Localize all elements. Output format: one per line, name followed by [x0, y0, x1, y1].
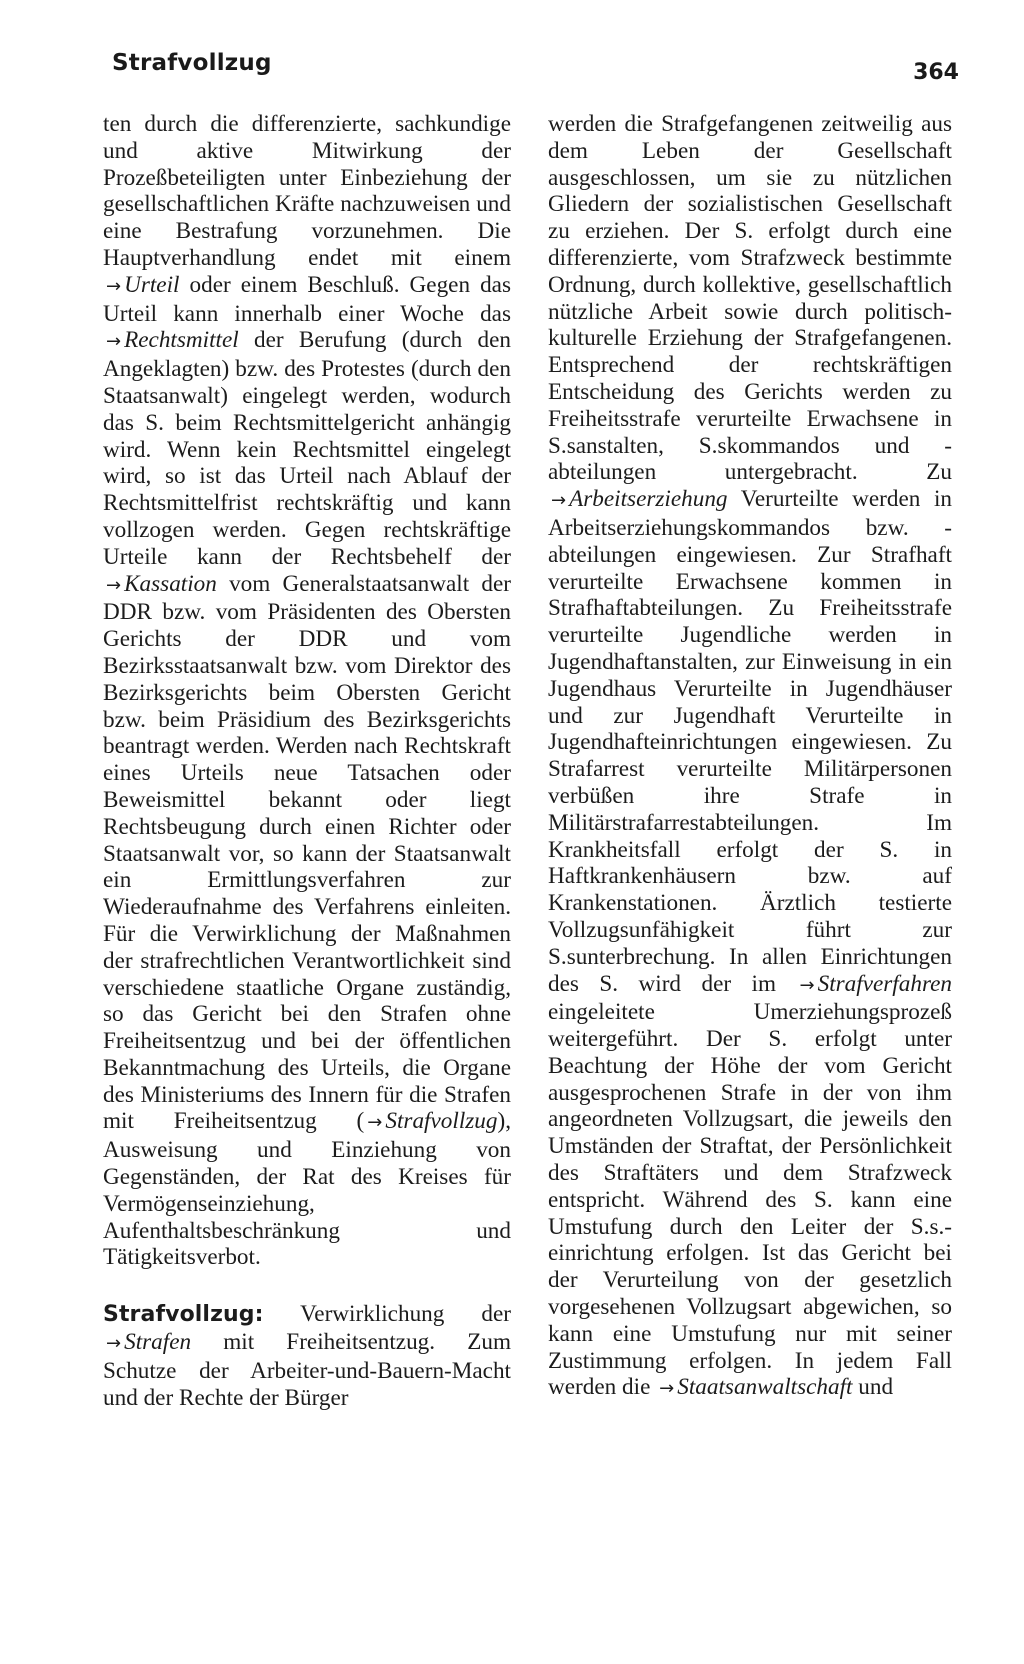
text-run: werden die Strafgefangenen zeitweilig aus dem Leben der Gesellschaft ausgeschlossen, um sie zu nützlichen Gliedern der sozialistischen Gesellschaft zu erziehen. Der S. erfolgt durch eine differenzierte, vom Strafzweck bestimmte Ordnung, durch kollektive, gesellschaftlich nützliche Arbeit sowie durch politisch-kulturelle Erziehung der Strafgefangenen. Entsprechend der rechtskräftigen Entscheidung des Gerichts werden zu Freiheitsstrafe verurteilte Erwachsene in S.sanstalten, S.skommandos und -abteilungen untergebracht. Zu [548, 111, 952, 486]
cross-reference[interactable]: Strafvollzug [385, 1108, 498, 1135]
entry-headword: Strafvollzug: [103, 1302, 264, 1328]
continued-paragraph [103, 111, 511, 1271]
running-head: Strafvollzug [112, 50, 272, 76]
cross-reference[interactable]: Rechtsmittel [124, 327, 239, 354]
left-column [103, 111, 511, 1411]
cross-reference[interactable]: Strafen [124, 1329, 192, 1356]
cross-reference[interactable]: Arbeitserziehung [569, 486, 728, 513]
text-run: mit Freiheitsentzug. Zum Schutze der Arbeiter-und-Bauern-Macht und der Rechte der Bürger [103, 1329, 511, 1411]
cross-reference-arrow-icon: → [659, 1378, 675, 1400]
cross-reference-arrow-icon: → [106, 275, 122, 297]
text-run: der Berufung (durch den Angeklagten) bzw. des Protestes (durch den Staatsanwalt) eingelegt werden, wodurch das S. beim Rechtsmittelgericht anhängig wird. Wenn kein Rechtsmittel eingelegt wird, so ist das Urteil nach Ablauf der Rechtsmittelfrist rechtskräftig und kann vollzogen werden. Gegen rechtskräftige Urteile kann der Rechtsbehelf der [103, 327, 511, 570]
text-run: ), Ausweisung und Einziehung von Gegenständen, der Rat des Kreises für Vermögenseinziehung, Aufenthaltsbeschränkung und Tätigkeitsverbot. [103, 1108, 511, 1271]
cross-reference-arrow-icon: → [799, 974, 815, 996]
text-run: vom Generalstaatsanwalt der DDR bzw. vom Präsidenten des Obersten Gerichts der DDR und vom Bezirksstaatsanwalt bzw. vom Direktor des Bezirksgerichts beim Obersten Gericht bzw. beim Präsidium des Bezirksgerichts beantragt werden. Werden nach Rechtskraft eines Urteils neue Tatsachen oder Beweismittel bekannt oder liegt Rechtsbeugung durch einen Richter oder Staatsanwalt vor, so kann der Staatsanwalt ein Ermittlungsverfahren zur Wiederaufnahme des Verfahrens einleiten. Für die Verwirklichung der Maßnahmen der strafrechtlichen Verantwortlichkeit sind verschiedene staatliche Organe zuständig, so das Gericht bei den Strafen ohne Freiheitsentzug und bei der öffentlichen Bekanntmachung des Urteils, die Organe des Ministeriums des Innern für die Strafen mit Freiheitsentzug ( [103, 570, 511, 1135]
text-run: Verurteilte werden in Arbeitserziehungskommandos bzw. -abteilungen eingewiesen. Zur Strafhaft verurteilte Erwachsene kommen in Strafhaftabteilungen. Zu Freiheitsstrafe verurteilte Jugendliche werden in Jugendhaftanstalten, zur Einweisung in ein Jugendhaus Verurteilte in Jugendhäuser und zur Jugendhaft Verurteilte in Jugendhafteinrichtungen eingewiesen. Zu Strafarrest verurteilte Militärpersonen verbüßen ihre Strafe in Militärstrafarrestabteilungen. Im Krankheitsfall erfolgt der S. in Haftkrankenhäusern bzw. auf Krankenstationen. Ärztlich testierte Vollzugsunfähigkeit führt zur S.sunterbrechung. In allen Einrichtungen des S. wird der im [548, 486, 952, 997]
cross-reference[interactable]: Kassation [124, 570, 217, 597]
page-number: 364 [913, 60, 959, 85]
cross-reference[interactable]: Urteil [124, 271, 180, 298]
text-run: Verwirklichung der [263, 1301, 511, 1328]
cross-reference-arrow-icon: → [106, 331, 122, 353]
cross-reference-arrow-icon: → [551, 490, 567, 512]
entry-strafvollzug [103, 1301, 511, 1411]
cross-reference[interactable]: Strafverfahren [817, 970, 952, 997]
cross-reference-arrow-icon: → [106, 574, 122, 596]
text-run: ten durch die differenzierte, sachkundige und aktive Mitwirkung der Prozeßbeteiligten unter Einbeziehung der gesellschaftlichen Kräfte nachzuweisen und eine Bestrafung vorzunehmen. Die Hauptverhandlung endet mit einem [103, 111, 511, 271]
text-run: eingeleitete Umerziehungsprozeß weitergeführt. Der S. erfolgt unter Beachtung der Höhe der vom Gericht ausgesprochenen Strafe in der von ihm angeordneten Vollzugsart, die jeweils den Umständen der Straftat, der Persönlichkeit des Straftäters und dem Strafzweck entspricht. Während des S. kann eine Umstufung durch den Leiter der S.s.-einrichtung erfolgen. Ist das Gericht bei der Verurteilung von der gesetzlich vorgesehenen Vollzugsart abgewichen, so kann eine Umstufung nur mit seiner Zustimmung erfolgen. In jedem Fall werden die [548, 999, 952, 1401]
cross-reference-arrow-icon: → [367, 1112, 383, 1134]
text-run: und [852, 1374, 894, 1401]
right-column [548, 111, 952, 1403]
cross-reference-arrow-icon: → [106, 1333, 122, 1355]
text-run: oder einem Beschluß. Gegen das Urteil kann innerhalb einer Woche das [103, 271, 511, 327]
right-paragraph [548, 111, 952, 1403]
cross-reference[interactable]: Staatsanwaltschaft [677, 1374, 853, 1401]
